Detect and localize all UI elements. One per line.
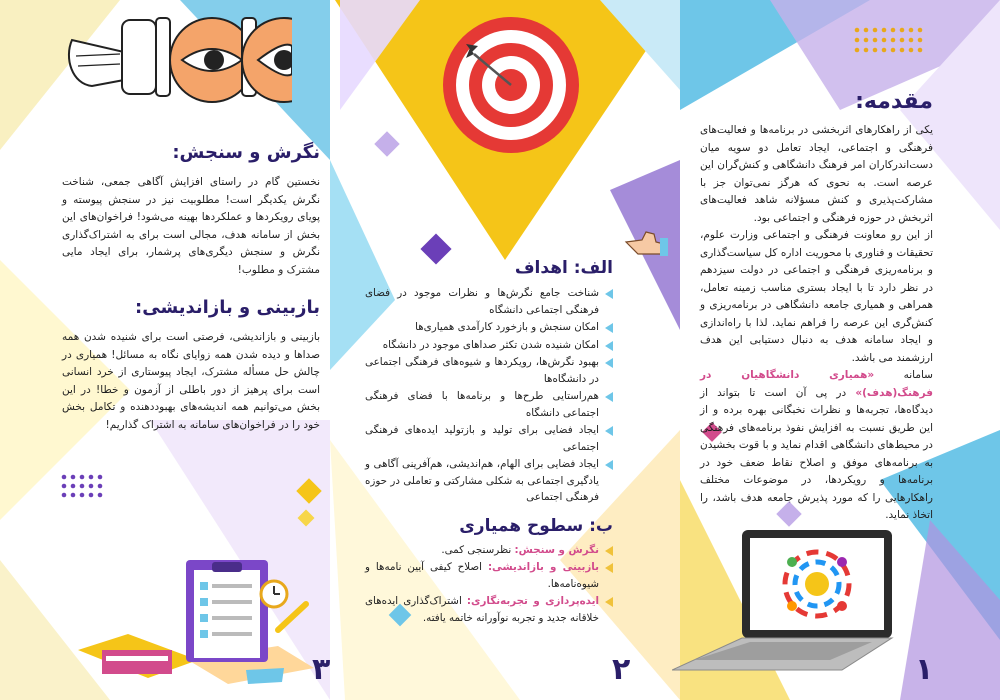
bullet-triangle-icon [605,289,613,299]
bullet-triangle-icon [605,460,613,470]
goals-heading: الف: اهداف [514,258,613,278]
levels-list [365,542,613,627]
goal-item [365,285,613,318]
intro-heading: مقدمه: [855,89,933,114]
page-number-1: ۱ [915,652,934,687]
attitude-text: نخستین گام در راستای افزایش آگاهی جمعی، شناخت نگرش یکدیگر است! مطلوبیت نیز در سنجش پیوسته و پویای رویکردها و عملکردها بهینه می‌شود! فراخوان‌های این بخش از سامانه هدف، مجالی است برای به اشتراک‌گذاری نگرش و سنجش دیگری‌های پرشمار، برای ایجاد مایی مشترک و مطلوب! [62,176,320,276]
laptop-icon [672,520,912,685]
goal-item [365,422,613,455]
bullet-triangle-icon [605,392,613,402]
intro-paragraph-2: از این رو معاونت فرهنگی و اجتماعی وزارت علوم، تحقیقات و فناوری با محوریت اداره کل سیاست‌گذاری و برنامه‌ریزی فرهنگی و اجتماعی در دولت سیزدهم در نظر دارد تا با ایجاد بستری مناسب زمینه تعامل، همراهی و همیاری جامعه دانشگاهی در برنامه‌ریزی و کنش‌گری این عرصه را فراهم نماید. لذا با راه‌اندازی و ایجاد سامانه هدف به دنبال دستیابی این هدف ارزشمند می باشد. [700,229,933,364]
intro-paragraph-1: یکی از راهکارهای اثربخشی در برنامه‌ها و فعالیت‌های فرهنگی و اجتماعی، ایجاد تعامل دو سویه میان دست‌اندرکاران امر فرهنگ دانشگاهی و کنش‌گران این عرصه است. به نحوی که هرگز نمی‌توان جز با مشارکت‌پذیری و کنش مسؤلانه شاهد فعالیت‌های اثربخش در حوزه فرهنگی و اجتماعی بود. [700,124,933,224]
goal-text: هم‌راستایی طرح‌ها و برنامه‌ها با فضای فرهنگی اجتماعی دانشگاه [365,390,599,419]
system-name-highlight: «همیاری دانشگاهیان در فرهنگ(هدف)» [700,369,933,399]
goal-text: بهبود نگرش‌ها، رویکردها و شیوه‌های فرهنگی اجتماعی در دانشگاه‌ها [365,356,599,385]
goals-panel [365,256,613,627]
level-item [365,593,613,626]
bullet-triangle-icon [605,546,613,556]
review-text: بازبینی و بازاندیشی، فرصتی است برای شنیده شدن همه صداها و دیده شدن همه زوایای نگاه به مسائل! همیاری در چالش حل مسأله مشترک، ایجاد پیوستاری از خرد انسانی است برای پرهیز از دور باطلی از آزمون و خطا! در این بخش می‌توانیم همه اندیشه‌های بهبوددهنده و تکامل بخش خود را در فراخوان‌های سامانه به اشتراک گذاریم! [62,331,320,431]
review-heading: بازبینی و بازاندیشی: [135,297,320,318]
target-dartboard-icon [436,10,586,160]
goal-item [365,354,613,387]
bullet-triangle-icon [605,358,613,368]
bullet-triangle-icon [605,341,613,351]
levels-heading: ب: سطوح همیاری [459,515,613,536]
page-number-3: ۳ [312,652,331,687]
level-text: نظرسنجی کمی. [441,543,515,556]
level-text: اصلاح کیفی آیین نامه‌ها و شیوه‌نامه‌ها. [365,561,599,590]
checklist-clipboard-icon [78,560,318,690]
intro-paragraph-3 [700,367,933,525]
level-item [365,559,613,592]
level-label: نگرش و سنجش: [514,543,599,556]
goal-text: ایجاد فضایی برای تولید و بازتولید ایده‌های فرهنگی اجتماعی [365,424,599,453]
goal-item [365,456,613,506]
attitude-panel [62,140,320,434]
goal-text: امکان سنجش و بازخورد کارآمدی همیاری‌ها [415,321,599,333]
bullet-triangle-icon [605,323,613,333]
bullet-triangle-icon [605,426,613,436]
level-label: ایده‌پردازی و تجربه‌نگاری: [466,595,599,607]
goal-text: ایجاد فضایی برای الهام، هم‌اندیشی، هم‌آفرینی آگاهی و یادگیری اجتماعی به شکلی مشارکتی و تعاملی در حوزه فرهنگی اجتماعی [365,458,599,503]
pointing-hand-icon [620,218,670,258]
level-text: اشتراک‌گذاری ایده‌های خلاقانه جدید و تجربه نوآورانه خاتمه یافته. [365,595,599,624]
goals-list [365,285,613,506]
level-label: بازبینی و بازاندیشی: [487,561,599,573]
intro-p3-start: سامانه [874,369,933,381]
bullet-triangle-icon [605,597,613,607]
page-number-2: ۲ [612,652,631,687]
intro-p3-rest: در پی آن است تا بتواند از دیدگاه‌ها، تجربه‌ها و نظرات نخبگانی بهره برده و از این طریق نسبت به افزایش نفوذ برنامه‌های فرهنگی در محیط‌های دانشگاهی اقدام نماید و با قوت بخشیدن به برنامه‌های موفق و اصلاح نقاط ضعف خود در برنامه‌ها و رویکردها، در موضوعات مختلف راهکارهایی را که مورد پذیرش جامعه هدف باشد، را اتخاذ نماید. [700,386,933,521]
level-item [365,542,613,559]
goal-item [365,337,613,354]
binoculars-eyes-icon [62,0,292,120]
goal-text: شناخت جامع نگرش‌ها و نظرات موجود در فضای فرهنگی اجتماعی دانشگاه [365,287,599,316]
bullet-triangle-icon [605,563,613,573]
attitude-heading: نگرش و سنجش: [172,142,320,163]
intro-panel [700,88,933,525]
goal-item [365,319,613,336]
goal-text: امکان شنیده شدن تکثر صداهای موجود در دانشگاه [382,338,599,351]
goal-item [365,388,613,421]
